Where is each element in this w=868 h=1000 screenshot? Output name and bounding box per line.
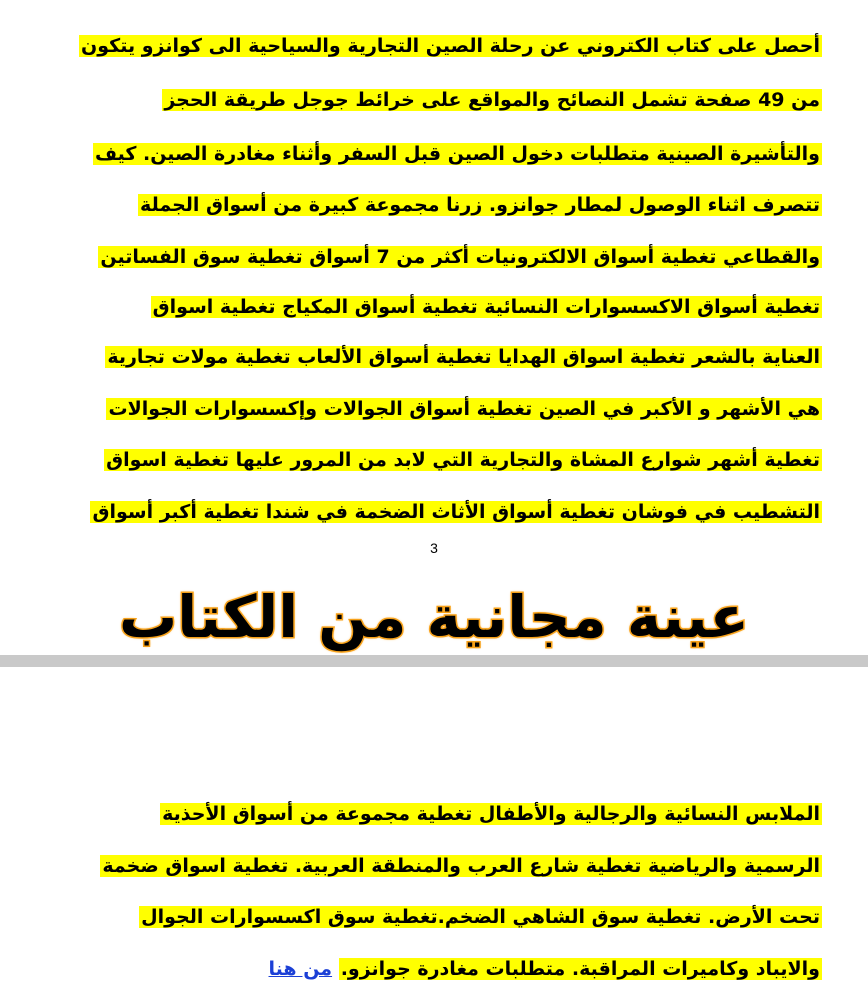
- page-number: 3: [430, 540, 438, 556]
- text-line: الملابس النسائية والرجالية والأطفال تغطية مجموعة من أسواق الأحذية: [162, 803, 820, 825]
- text-line: الرسمية والرياضية تغطية شارع العرب والمنطقة العربية. تغطية اسواق ضخمة: [102, 855, 820, 877]
- text-line: هي الأشهر و الأكبر في الصين تغطية أسواق الجوالات وإكسسوارات الجوالات: [108, 398, 820, 420]
- text-line: أحصل على كتاب الكتروني عن رحلة الصين التجارية والسياحية الى كوانزو يتكون: [81, 35, 820, 57]
- document-page-4: [0, 667, 868, 1000]
- free-sample-banner: عينة مجانية من الكتاب: [118, 583, 750, 651]
- text-line: والايباد وكاميرات المراقبة. متطلبات مغادرة جوانزو. من هنا: [268, 958, 820, 980]
- text-line: تحت الأرض. تغطية سوق الشاهي الضخم.تغطية سوق اكسسوارات الجوال: [141, 906, 820, 928]
- text-line: والتأشيرة الصينية متطلبات دخول الصين قبل السفر وأثناء مغادرة الصين. كيف: [94, 143, 820, 165]
- text-line: تغطية أشهر شوارع المشاة والتجارية التي لابد من المرور عليها تغطية اسواق: [106, 449, 820, 471]
- text-line: والقطاعي تغطية أسواق الالكترونيات أكثر من 7 أسواق تغطية سوق الفساتين: [100, 246, 820, 268]
- here-link[interactable]: من هنا: [268, 958, 333, 980]
- text-line: تتصرف اثناء الوصول لمطار جوانزو. زرنا مجموعة كبيرة من أسواق الجملة: [140, 194, 820, 216]
- text-line: تغطية أسواق الاكسسوارات النسائية تغطية أسواق المكياج تغطية اسواق: [152, 296, 820, 318]
- text-line: من 49 صفحة تشمل النصائح والمواقع على خرائط جوجل طريقة الحجز: [164, 89, 820, 111]
- text-line: العناية بالشعر تغطية اسواق الهدايا تغطية أسواق الألعاب تغطية مولات تجارية: [107, 346, 820, 368]
- text-line: التشطيب في فوشان تغطية أسواق الأثاث الضخمة في شندا تغطية أكبر أسواق: [92, 501, 820, 523]
